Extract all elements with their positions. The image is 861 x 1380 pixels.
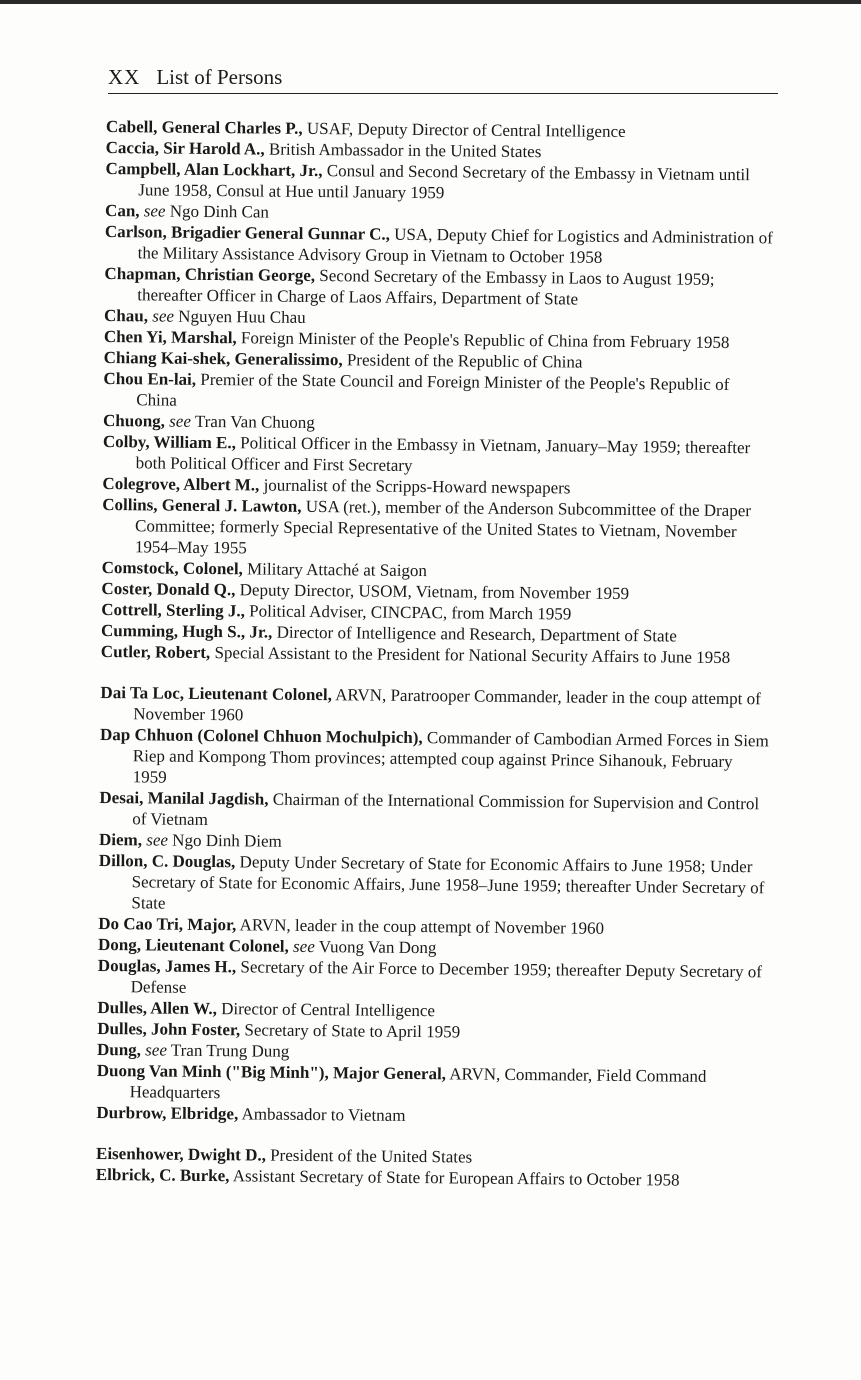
person-name: Dong, Lieutenant Colonel,	[97, 934, 289, 956]
person-entry	[100, 724, 771, 793]
scan-edge	[0, 0, 861, 4]
person-name: Carlson, Brigadier General Gunnar C.,	[104, 221, 391, 244]
person-description: USA (ret.), member of the Anderson Subcommittee of the Draper Committee; formerly Special Representative of the United States to Vietnam, November 1954–May 1955	[134, 496, 752, 558]
person-name: Do Cao Tri, Major,	[98, 913, 237, 935]
person-entry	[98, 850, 769, 919]
see-reference: see	[139, 201, 166, 221]
person-name: Eisenhower, Dwight D.,	[95, 1143, 266, 1165]
person-description: Political Officer in the Embassy in Vietnam, January–May 1959; thereafter both Political Officer and First Secretary	[135, 433, 751, 475]
person-entry	[97, 1060, 767, 1108]
person-entry	[99, 787, 769, 835]
person-description: Director of Central Intelligence	[216, 999, 436, 1021]
person-description: Deputy Under Secretary of State for Economic Affairs to June 1958; Under Secretary of State for Economic Affairs, June 1958–June 1959; thereafter Under Secretary of State	[131, 852, 765, 913]
person-description: Assistant Secretary of State for European Affairs to October 1958	[229, 1166, 680, 1190]
person-description: Ambassador to Vietnam	[238, 1104, 406, 1125]
person-name: Dap Chhuon (Colonel Chhuon Mochulpich),	[99, 724, 423, 748]
person-description: President of the Republic of China	[342, 350, 583, 372]
person-description: Premier of the State Council and Foreign Minister of the People's Republic of China	[136, 369, 730, 410]
person-entry	[103, 431, 773, 479]
person-name: Dulles, Allen W.,	[97, 997, 218, 1019]
person-description: USAF, Deputy Director of Central Intelligence	[302, 118, 626, 141]
page-title: List of Persons	[156, 65, 283, 89]
see-reference: see	[140, 1040, 168, 1060]
person-name: Caccia, Sir Harold A.,	[105, 137, 265, 159]
person-description: journalist of the Scripps-Howard newspapers	[259, 475, 571, 498]
person-description: Military Attaché at Saigon	[242, 559, 428, 581]
page-header	[108, 62, 778, 94]
see-reference: see	[141, 830, 169, 850]
person-name: Dung,	[96, 1039, 142, 1060]
person-description: Tran Trung Dung	[166, 1040, 290, 1061]
person-name: Can,	[105, 200, 140, 221]
person-name: Campbell, Alan Lockhart, Jr.,	[105, 158, 323, 181]
person-name: Colby, William E.,	[102, 431, 237, 453]
person-name: Chou En-lai,	[103, 368, 197, 389]
person-name: Cabell, General Charles P.,	[105, 116, 303, 138]
person-entry	[104, 263, 774, 311]
person-description: Tran Van Chuong	[190, 411, 315, 433]
person-description: Commander of Cambodian Armed Forces in Siem Riep and Kompong Thom provinces; attempted coup against Prince Sihanouk, February 1959	[132, 728, 769, 787]
person-name: Collins, General J. Lawton,	[102, 494, 302, 516]
person-name: Chuong,	[102, 410, 166, 431]
person-name: Dillon, C. Douglas,	[98, 850, 236, 872]
see-reference: see	[147, 306, 175, 326]
person-description: Secretary of State to April 1959	[240, 1020, 461, 1042]
persons-list	[96, 116, 776, 1191]
person-description: Consul and Second Secretary of the Embassy in Vietnam until June 1958, Consul at Hue until January 1959	[138, 161, 751, 203]
person-description: Director of Intelligence and Research, Department of State	[272, 622, 677, 646]
person-name: Chen Yi, Marshal,	[103, 326, 237, 348]
person-description: Ngo Dinh Can	[165, 201, 270, 222]
person-name: Douglas, James H.,	[97, 955, 237, 977]
person-description: Secretary of the Air Force to December 1959; thereafter Deputy Secretary of Defense	[130, 957, 763, 997]
person-entry	[103, 368, 773, 416]
person-description: Second Secretary of the Embassy in Laos to August 1959; thereafter Officer in Charge of Laos Affairs, Department of State	[137, 266, 715, 309]
person-description: Ngo Dinh Diem	[167, 830, 282, 851]
person-description: Foreign Minister of the People's Republic of China from February 1958	[236, 328, 730, 352]
person-description: ARVN, Paratrooper Commander, leader in the coup attempt of November 1960	[133, 685, 761, 725]
person-name: Cutler, Robert,	[100, 641, 211, 663]
person-entry	[102, 494, 773, 563]
see-reference: see	[288, 936, 315, 957]
person-description: British Ambassador in the United States	[264, 139, 542, 162]
person-name: Diem,	[98, 829, 143, 850]
person-name: Chiang Kai-shek, Generalissimo,	[103, 347, 343, 370]
page-number: XX	[108, 65, 141, 89]
person-name: Colegrove, Albert M.,	[102, 473, 260, 495]
person-description: Nguyen Huu Chau	[173, 306, 306, 327]
person-name: Desai, Manilal Jagdish,	[99, 787, 269, 809]
person-entry	[98, 955, 768, 1003]
person-name: Chapman, Christian George,	[104, 263, 316, 286]
person-description: Political Adviser, CINCPAC, from March 1959	[244, 601, 572, 624]
person-description: ARVN, Commander, Field Command Headquarters	[129, 1064, 707, 1103]
see-reference: see	[164, 411, 192, 431]
person-description: Chairman of the International Commission for Supervision and Control of Vietnam	[132, 789, 760, 830]
person-name: Chau,	[103, 305, 149, 326]
person-description: ARVN, leader in the coup attempt of November 1960	[236, 915, 605, 938]
person-name: Cottrell, Sterling J.,	[101, 599, 246, 621]
person-description: Special Assistant to the President for National Security Affairs to June 1958	[210, 643, 731, 668]
person-description: Deputy Director, USOM, Vietnam, from November 1959	[235, 580, 630, 604]
person-name: Elbrick, C. Burke,	[95, 1164, 230, 1186]
person-description: USA, Deputy Chief for Logistics and Administration of the Military Assistance Advisory Group in Vietnam to October 1958	[137, 224, 773, 267]
person-description: President of the United States	[265, 1145, 473, 1167]
person-name: Durbrow, Elbridge,	[96, 1102, 239, 1124]
person-name: Cumming, Hugh S., Jr.,	[100, 620, 273, 642]
person-entry	[105, 221, 775, 269]
person-entry	[105, 158, 775, 206]
person-name: Comstock, Colonel,	[101, 557, 243, 579]
person-description: Vuong Van Dong	[314, 937, 437, 958]
person-name: Duong Van Minh ("Big Minh"), Major General,	[96, 1060, 447, 1084]
person-name: Coster, Donald Q.,	[101, 578, 236, 600]
person-entry	[100, 682, 770, 730]
person-name: Dai Ta Loc, Lieutenant Colonel,	[100, 682, 332, 705]
person-name: Dulles, John Foster,	[97, 1018, 241, 1040]
